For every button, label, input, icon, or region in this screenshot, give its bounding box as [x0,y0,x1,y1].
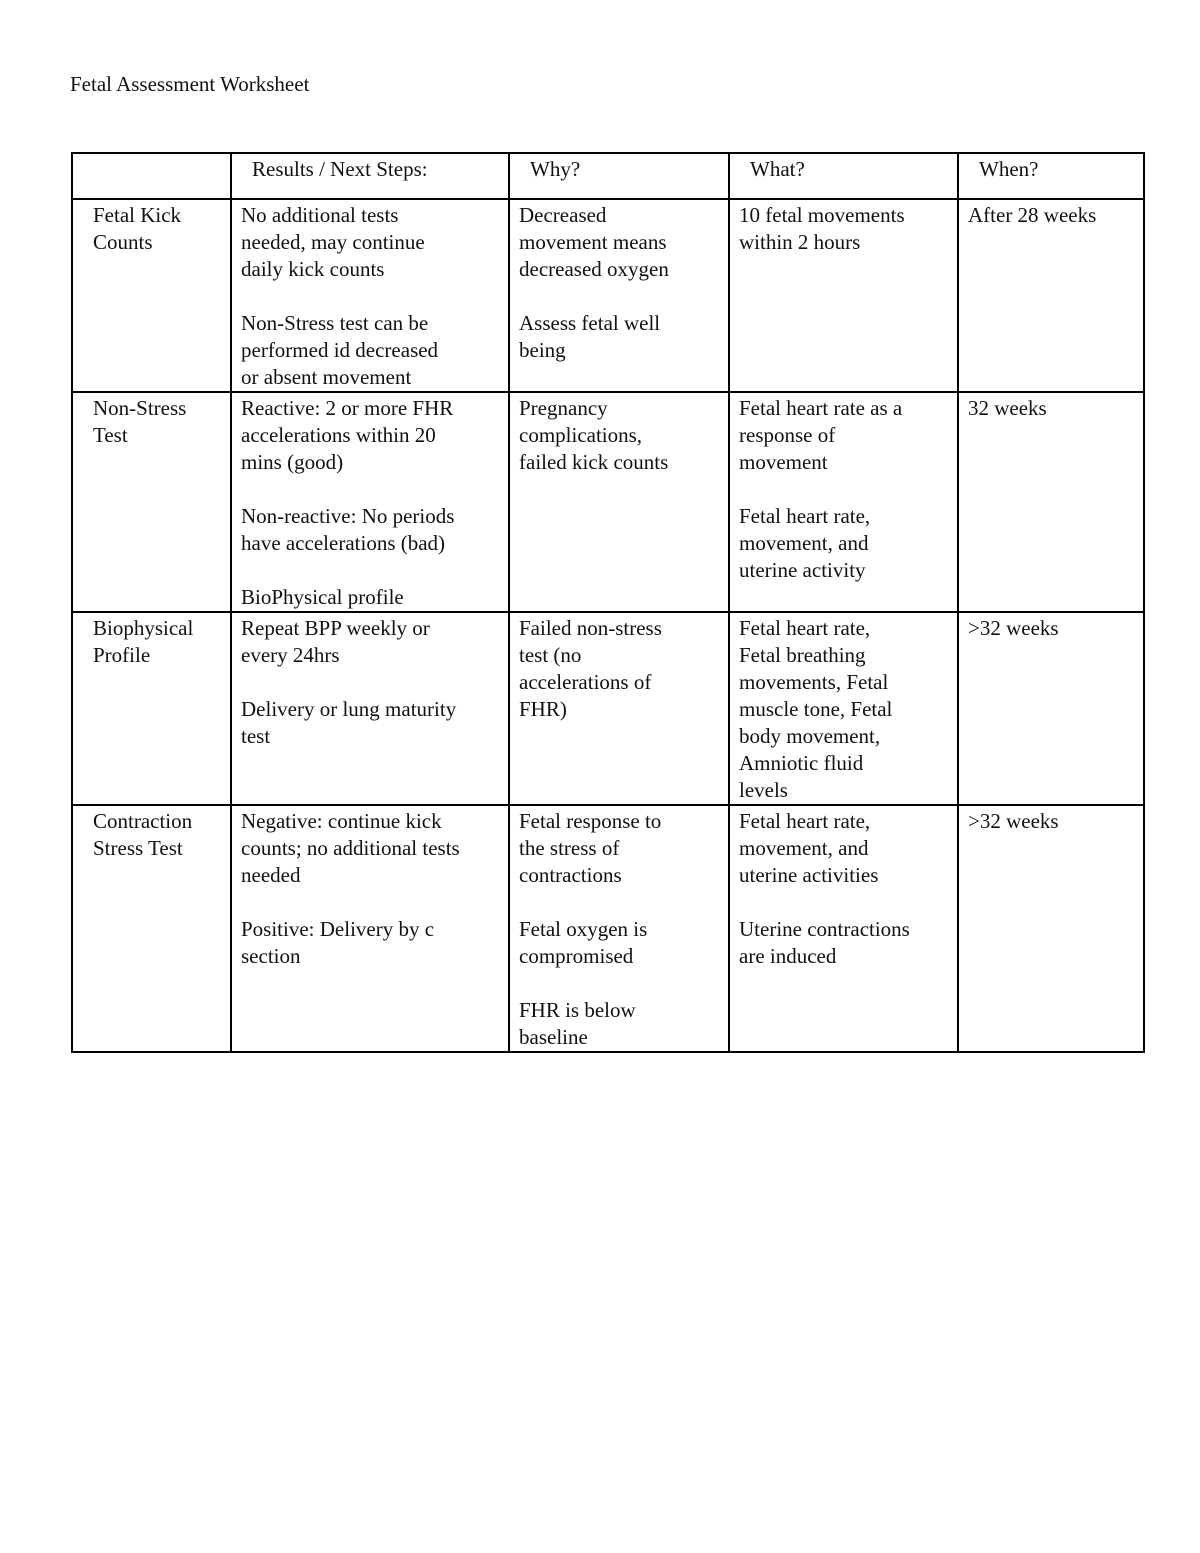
header-cell-what: What? [729,153,958,199]
when-cell: After 28 weeks [958,199,1144,392]
results-cell: Repeat BPP weekly or every 24hrs Delivery or lung maturity test [231,612,509,805]
what-cell: Fetal heart rate, movement, and uterine activities Uterine contractions are induced [729,805,958,1052]
test-name-cell: Fetal Kick Counts [72,199,231,392]
what-cell: Fetal heart rate, Fetal breathing movements, Fetal muscle tone, Fetal body movement, Amniotic fluid levels [729,612,958,805]
results-cell: Negative: continue kick counts; no additional tests needed Positive: Delivery by c section [231,805,509,1052]
header-row [72,153,1144,199]
header-cell-why: Why? [509,153,729,199]
header-cell-when: When? [958,153,1144,199]
table-row [72,199,1144,392]
when-cell: 32 weeks [958,392,1144,612]
why-cell: Decreased movement means decreased oxygen Assess fetal well being [509,199,729,392]
what-cell: Fetal heart rate as a response of movement Fetal heart rate, movement, and uterine activity [729,392,958,612]
when-cell: >32 weeks [958,805,1144,1052]
assessment-table [71,152,1145,1053]
table-row [72,392,1144,612]
header-cell-test [72,153,231,199]
header-cell-results: Results / Next Steps: [231,153,509,199]
table-row [72,612,1144,805]
why-cell: Pregnancy complications, failed kick counts [509,392,729,612]
table-row [72,805,1144,1052]
why-cell: Fetal response to the stress of contractions Fetal oxygen is compromised FHR is below baseline [509,805,729,1052]
page-title: Fetal Assessment Worksheet [70,72,310,96]
why-cell: Failed non-stress test (no accelerations of FHR) [509,612,729,805]
test-name-cell: Non-Stress Test [72,392,231,612]
test-name-cell: Biophysical Profile [72,612,231,805]
when-cell: >32 weeks [958,612,1144,805]
test-name-cell: Contraction Stress Test [72,805,231,1052]
results-cell: No additional tests needed, may continue daily kick counts Non-Stress test can be performed id decreased or absent movement [231,199,509,392]
results-cell: Reactive: 2 or more FHR accelerations within 20 mins (good) Non-reactive: No periods have accelerations (bad) BioPhysical profile [231,392,509,612]
what-cell: 10 fetal movements within 2 hours [729,199,958,392]
